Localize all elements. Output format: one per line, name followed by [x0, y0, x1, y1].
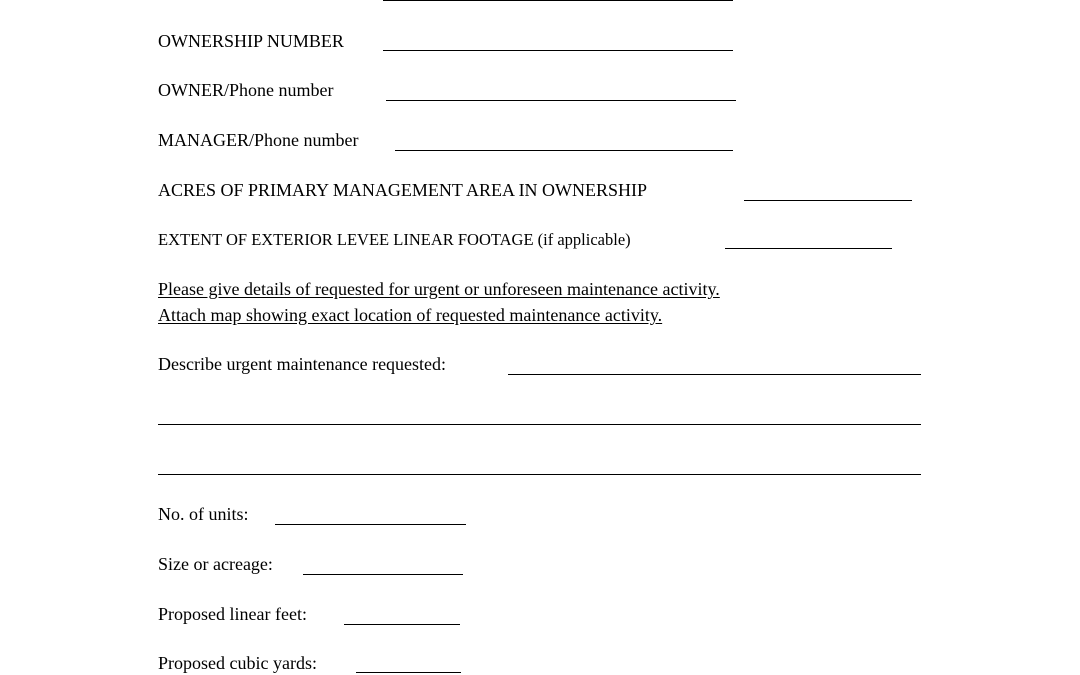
linear-feet-label: Proposed linear feet: — [158, 604, 307, 624]
describe-maintenance-line-2[interactable] — [158, 424, 921, 425]
cubic-yards-field[interactable] — [356, 672, 461, 673]
levee-footage-field[interactable] — [725, 248, 892, 249]
cubic-yards-label: Proposed cubic yards: — [158, 653, 317, 673]
units-field[interactable] — [275, 524, 466, 525]
acres-label: ACRES OF PRIMARY MANAGEMENT AREA IN OWNERSHIP — [158, 180, 648, 200]
top-cut-off-blank[interactable] — [383, 0, 733, 1]
manager-phone-field[interactable] — [395, 150, 733, 151]
levee-footage-label: EXTENT OF EXTERIOR LEVEE LINEAR FOOTAGE (if applicable) — [158, 230, 631, 249]
size-acreage-field[interactable] — [303, 574, 463, 575]
size-acreage-label: Size or acreage: — [158, 554, 273, 574]
ownership-number-label: OWNERSHIP NUMBER — [158, 31, 344, 51]
acres-field[interactable] — [744, 200, 912, 201]
units-label: No. of units: — [158, 504, 249, 524]
instruction-details: Please give details of requested for urgent or unforeseen maintenance activity. — [158, 279, 720, 299]
linear-feet-field[interactable] — [344, 624, 460, 625]
describe-maintenance-line-3[interactable] — [158, 474, 921, 475]
manager-phone-label: MANAGER/Phone number — [158, 130, 359, 150]
owner-phone-field[interactable] — [386, 100, 736, 101]
describe-maintenance-field[interactable] — [508, 374, 921, 375]
ownership-number-field[interactable] — [383, 50, 733, 51]
describe-maintenance-label: Describe urgent maintenance requested: — [158, 354, 447, 374]
instruction-attach-map: Attach map showing exact location of requested maintenance activity. — [158, 305, 663, 325]
owner-phone-label: OWNER/Phone number — [158, 80, 334, 100]
